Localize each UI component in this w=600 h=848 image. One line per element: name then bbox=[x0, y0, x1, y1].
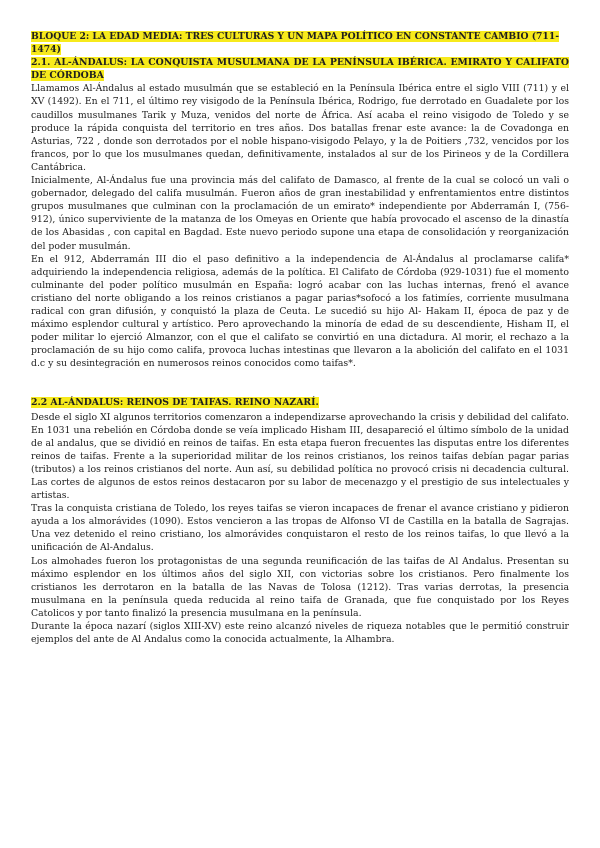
block-title-text: BLOQUE 2: LA EDAD MEDIA: TRES CULTURAS Y UN MAPA POLÍTICO EN CONSTANTE CAMBIO (711-1474) bbox=[31, 31, 560, 56]
section-1-paragraph-1: Llamamos Al-Ándalus al estado musulmán que se estableció en la Península Ibérica entre el siglo VIII (711) y el XV (1492). En el 711, el último rey visigodo de la Península Ibérica, Rodrigo, fue derrotado en Guadalete por los caudillos musulmanes Tarik y Muza, venidos del norte de África. Así acaba el reino visigodo de Toledo y se produce la rápida conquista del territorio en tres años. Dos batallas frenar este avance: la de Covadonga en Asturias, 722 , donde son derrotados por el noble hispano-visigodo Pelayo, y la de Poitiers ,732, vencidos por los francos, por lo que los musulmanes quedan, definitivamente, instalados al sur de los Pirineos y de la Cordillera Cantábrica. bbox=[31, 83, 569, 173]
section-2-paragraph-3: Los almohades fueron los protagonistas de una segunda reunificación de las taifas de Al Andalus. Presentan su máximo esplendor en los últimos años del siglo XII, con victorias sobre los cristianos. Pero finalmente los cristianos les derrotaron en la batalla de las Navas de Tolosa (1212). Tras varias derrotas, la presencia musulmana en la península queda reducida al reino taifa de Granada, que fue conquistado por los Reyes Catolicos y por tanto finalizó la presencia musulmana en la península. bbox=[31, 555, 569, 619]
section-2-heading-text: 2.2 AL-ÁNDALUS: REINOS DE TAIFAS. REINO NAZARÍ. bbox=[31, 397, 319, 409]
section-1-paragraph-3: En el 912, Abderramán III dio el paso definitivo a la independencia de Al-Ándalus al proclamarse califa* adquiriendo la independencia religiosa, además de la política. El Califato de Córdoba (929-1031) fue el momento culminante del poder político musulmán en España: logró acabar con las luchas internas, frenó el avance cristiano del norte obligando a los reinos cristianos a pagar parias*sofocó a los fatimíes, corriente musulmana radical con gran difusión, y conquistó la plaza de Ceuta. Le sucedió su hijo Al- Hakam II, época de paz y de máximo esplendor cultural y artístico. Pero aprovechando la minoría de edad de su descendiente, Hisham II, el poder militar lo ejerció Almanzor, con el que el califato se convirtió en una dictadura. Al morir, el rechazo a la proclamación de su hijo como califa, provoca luchas intestinas que llevaron a la abolición del califato en el 1031 d.c y su desintegración en numerosos reinos conocidos como taifas*. bbox=[31, 253, 569, 370]
section-2-paragraph-2: Tras la conquista cristiana de Toledo, los reyes taifas se vieron incapaces de frenar el avance cristiano y pidieron ayuda a los almorávides (1090). Estos vencieron a las tropas de Alfonso VI de Castilla en la batalla de Sagrajas. Una vez detenido el reino cristiano, los almorávides conquistaron el resto de los reinos taifas, lo que llevó a la unificación de Al-Andalus. bbox=[31, 503, 569, 554]
block-title bbox=[31, 30, 569, 56]
section-2-paragraph-1: Desde el siglo XI algunos territorios comenzaron a independizarse aprovechando la crisis y debilidad del califato. En 1031 una rebelión en Córdoba donde se veía implicado Hisham III, desapareció el último símbolo de la unidad de al andalus, que se dividió en reinos de taifas. En esta etapa fueron frecuentes las disputas entre los diferentes reinos de taifas. Frente a la superioridad militar de los reinos cristianos, los reinos taifas debían pagar parias (tributos) a los reinos cristianos del norte. Aun así, su debilidad política no provocó crisis ni decadencia cultural. Las cortes de algunos de estos reinos destacaron por su labor de mecenazgo y el prestigio de sus intelectuales y artistas. bbox=[31, 411, 569, 502]
section-2-paragraph-4: Durante la época nazarí (siglos XIII-XV) este reino alcanzó niveles de riqueza notables que le permitió construir ejemplos del ante de Al Andalus como la conocida actualmente, la Alhambra. bbox=[31, 621, 569, 646]
section-1-paragraph-2: Inicialmente, Al-Ándalus fue una provincia más del califato de Damasco, al frente de la cual se colocó un vali o gobernador, delegado del califa musulmán. Fueron años de gran inestabilidad y enfrentamientos entre distintos grupos musulmanes que culminan con la proclamación de un emirato* independiente por Abderramán I, (756-912), único superviviente de la matanza de los Omeyas en Oriente que había provocado el ascenso de la dinastía de los Abasidas , con capital en Bagdad. Este nuevo periodo supone una etapa de consolidación y reorganización del poder musulmán. bbox=[31, 175, 569, 252]
section-1-heading bbox=[31, 56, 569, 82]
document-page bbox=[31, 30, 569, 646]
section-1-heading-text: 2.1. AL-ÁNDALUS: LA CONQUISTA MUSULMANA DE LA PENÍNSULA IBÉRICA. EMIRATO Y CALIFATO DE CÓRDOBA bbox=[31, 57, 569, 82]
section-2-heading bbox=[31, 396, 569, 409]
section-spacer bbox=[31, 370, 569, 396]
